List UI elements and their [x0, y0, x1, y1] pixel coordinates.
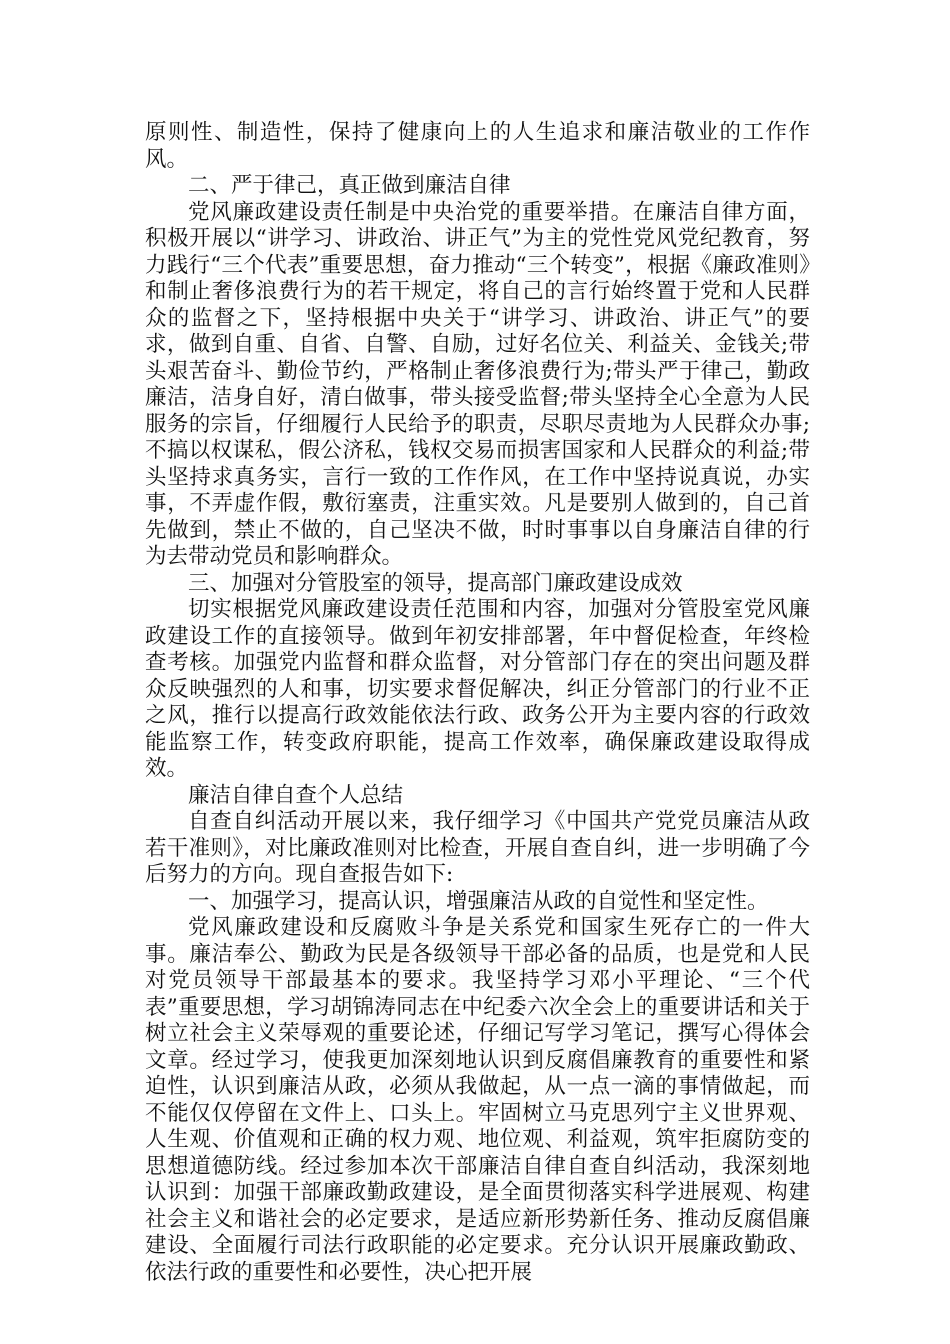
paragraph-continuation: 原则性、制造性，保持了健康向上的人生追求和廉洁敬业的工作作风。 [145, 120, 810, 172]
section-heading-1: 一、加强学习，提高认识，增强廉洁从政的自觉性和坚定性。 [188, 888, 769, 914]
paragraph-intro: 自查自纠活动开展以来，我仔细学习《中国共产党党员廉洁从政若干准则》，对比廉政准则对比检查，开展自查自纠，进一步明确了今后努力的方向。现自查报告如下: [145, 809, 810, 887]
paragraph-self-discipline: 党风廉政建设责任制是中央治党的重要举措。在廉洁自律方面，积极开展以“讲学习、讲政治、讲正气”为主的党性党风党纪教育，努力践行“三个代表”重要思想，奋力推动“三个转变”，根据《廉政准则》和制止奢侈浪费行为的若干规定，将自己的言行始终置于党和人民群众的监督之下，坚持根据中央关于“讲学习、讲政治、讲正气”的要求，做到自重、自省、自警、自励，过好名位关、利益关、金钱关;带头艰苦奋斗、勤俭节约，严格制止奢侈浪费行为;带头严于律己，勤政廉洁，洁身自好，清白做事，带头接受监督;带头坚持全心全意为人民服务的宗旨，仔细履行人民给予的职责，尽职尽责地为人民群众办事;不搞以权谋私，假公济私，钱权交易而损害国家和人民群众的利益;带头坚持求真务实，言行一致的工作作风，在工作中坚持说真说，办实事，不弄虚作假，敷衍塞责，注重实效。凡是要别人做到的，自己首先做到，禁止不做的，自己坚决不做，时时事事以自身廉洁自律的行为去带动党员和影响群众。 [145, 199, 810, 569]
paragraph-leadership: 切实根据党风廉政建设责任范围和内容，加强对分管股室党风廉政建设工作的直接领导。做到年初安排部署，年中督促检查，年终检查考核。加强党内监督和群众监督，对分管部门存在的突出问题及群众反映强烈的人和事，切实要求督促解决，纠正分管部门的行业不正之风，推行以提高行政效能依法行政、政务公开为主要内容的行政效能监察工作，转变政府职能，提高工作效率，确保廉政建设取得成效。 [145, 597, 810, 781]
document-subtitle: 廉洁自律自查个人总结 [188, 782, 404, 808]
paragraph-study: 党风廉政建设和反腐败斗争是关系党和国家生死存亡的一件大事。廉洁奉公、勤政为民是各级领导干部必备的品质，也是党和人民对党员领导干部最基本的要求。我坚持学习邓小平理论、“三个代表”重要思想，学习胡锦涛同志在中纪委六次全会上的重要讲话和关于树立社会主义荣辱观的重要论述，仔细记写学习笔记，撰写心得体会文章。经过学习，使我更加深刻地认识到反腐倡廉教育的重要性和紧迫性，认识到廉洁从政，必须从我做起，从一点一滴的事情做起，而不能仅仅停留在文件上、口头上。牢固树立马克思列宁主义世界观、人生观、价值观和正确的权力观、地位观、利益观，筑牢拒腐防变的思想道德防线。经过参加本次干部廉洁自律自查自纠活动，我深刻地认识到：加强干部廉政勤政建设，是全面贯彻落实科学进展观、构建社会主义和谐社会的必定要求，是适应新形势新任务、推动反腐倡廉建设、全面履行司法行政职能的必定要求。充分认识开展廉政勤政、依法行政的重要性和必要性，决心把开展 [145, 915, 810, 1285]
document-page [145, 120, 810, 1286]
section-heading-3: 三、加强对分管股室的领导，提高部门廉政建设成效 [188, 570, 683, 596]
section-heading-2: 二、严于律己，真正做到廉洁自律 [188, 173, 511, 198]
